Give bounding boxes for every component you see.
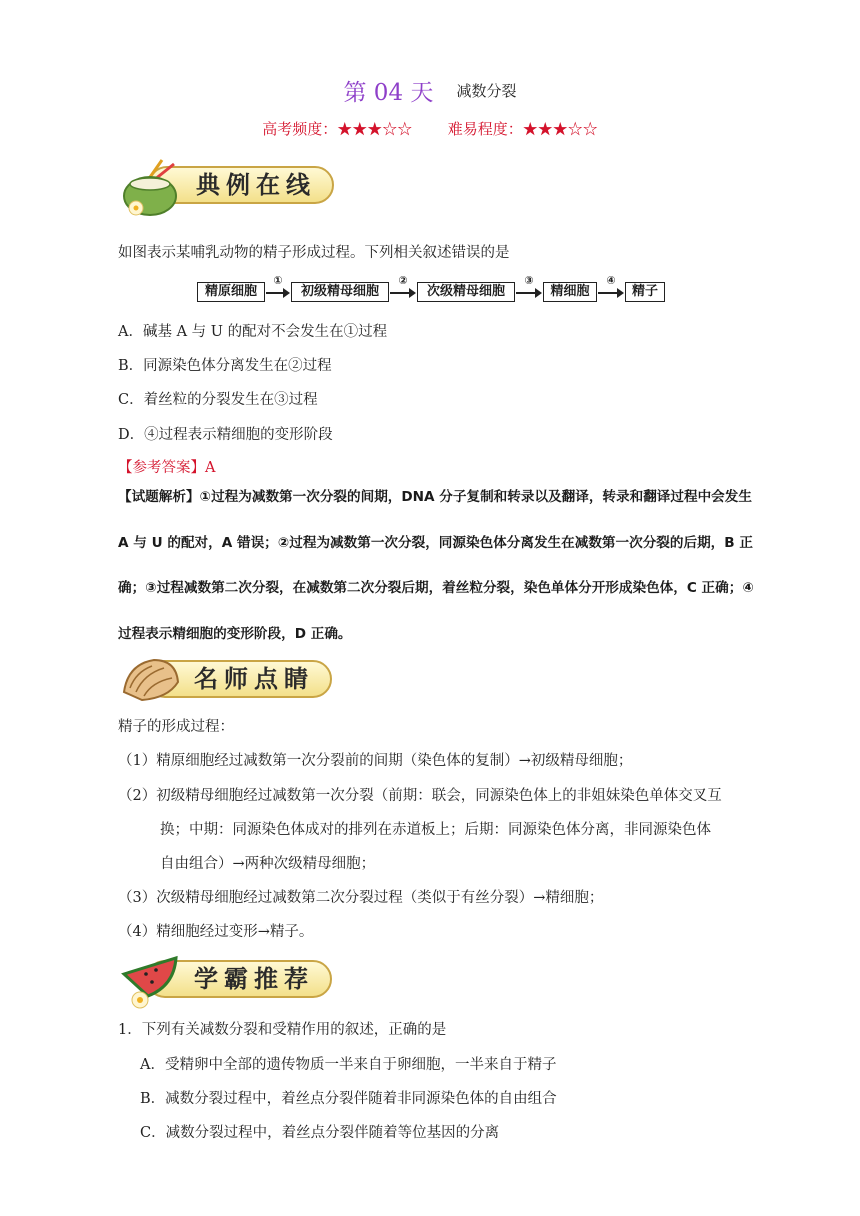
watermelon-flower-icon <box>118 952 184 1012</box>
banner-practice <box>118 952 314 1004</box>
banner-tips <box>118 652 314 704</box>
tips-line: （1）精原细胞经过减数第一次分裂前的间期（染色体的复制）→初级精母细胞； <box>118 753 633 769</box>
exam-frequency: 高考频度：★★★☆☆ <box>262 120 413 138</box>
flow-stage: 精子 <box>625 282 665 302</box>
flow-stage: 精细胞 <box>543 282 597 302</box>
page-title <box>0 74 860 107</box>
tips-line: （2）初级精母细胞经过减数第一次分裂（前期：联会，同源染色体上的非姐妹染色单体交叉互 <box>118 788 722 804</box>
explanation-line: 确；③过程减数第二次分裂，在减数第二次分裂后期，着丝粒分裂，染色单体分开形成染色体，C 正确；④ <box>118 580 754 596</box>
flow-arrow: ① <box>266 280 290 304</box>
tips-line: 自由组合）→两种次级精母细胞； <box>160 856 376 872</box>
flow-arrow: ④ <box>598 280 624 304</box>
tips-line: 换；中期：同源染色体成对的排列在赤道板上；后期：同源染色体分离，非同源染色体 <box>160 822 711 838</box>
spermatogenesis-flow-diagram <box>197 274 667 304</box>
option-b: B．同源染色体分离发生在②过程 <box>118 358 332 374</box>
option-c: C．着丝粒的分裂发生在③过程 <box>118 392 318 408</box>
day-title: 第 04 天 <box>343 80 434 106</box>
rating-row <box>0 118 860 139</box>
practice-q1-stem: 1．下列有关减数分裂和受精作用的叙述，正确的是 <box>118 1022 447 1038</box>
practice-q1-option: A．受精卵中全部的遗传物质一半来自于卵细胞，一半来自于精子 <box>140 1057 557 1073</box>
question-stem: 如图表示某哺乳动物的精子形成过程。下列相关叙述错误的是 <box>118 245 510 261</box>
flow-arrow: ② <box>390 280 416 304</box>
explanation-line: A 与 U 的配对，A 错误；②过程为减数第一次分裂，同源染色体分离发生在减数第一次分裂的后期，B 正 <box>118 535 753 551</box>
option-d: D．④过程表示精细胞的变形阶段 <box>118 427 333 443</box>
tips-line: （3）次级精母细胞经过减数第二次分裂过程（类似于有丝分裂）→精细胞； <box>118 890 604 906</box>
tips-intro: 精子的形成过程： <box>118 719 234 735</box>
flow-stage: 次级精母细胞 <box>417 282 515 302</box>
banner-tips-label: 名师点睛 <box>146 660 332 698</box>
explanation-line: 【试题解析】①过程为减数第一次分裂的间期，DNA 分子复制和转录以及翻译，转录和翻译过程中会发生 <box>118 489 752 505</box>
topic-title: 减数分裂 <box>456 82 517 100</box>
seashell-icon <box>118 652 184 708</box>
flow-arrow: ③ <box>516 280 542 304</box>
difficulty-level: 难易程度：★★★☆☆ <box>447 120 598 138</box>
flow-stage: 精原细胞 <box>197 282 265 302</box>
option-a: A．碱基 A 与 U 的配对不会发生在①过程 <box>118 324 388 340</box>
banner-example <box>118 158 316 210</box>
explanation-line: 过程表示精细胞的变形阶段，D 正确。 <box>118 626 352 642</box>
practice-q1-option: C．减数分裂过程中，着丝点分裂伴随着等位基因的分离 <box>140 1125 500 1141</box>
practice-q1-option: B．减数分裂过程中，着丝点分裂伴随着非同源染色体的自由组合 <box>140 1091 557 1107</box>
banner-practice-label: 学霸推荐 <box>146 960 332 998</box>
coconut-drink-icon <box>118 158 188 218</box>
reference-answer: 【参考答案】A <box>118 460 216 476</box>
banner-example-label: 典例在线 <box>148 166 334 204</box>
flow-stage: 初级精母细胞 <box>291 282 389 302</box>
tips-line: （4）精细胞经过变形→精子。 <box>118 924 314 940</box>
